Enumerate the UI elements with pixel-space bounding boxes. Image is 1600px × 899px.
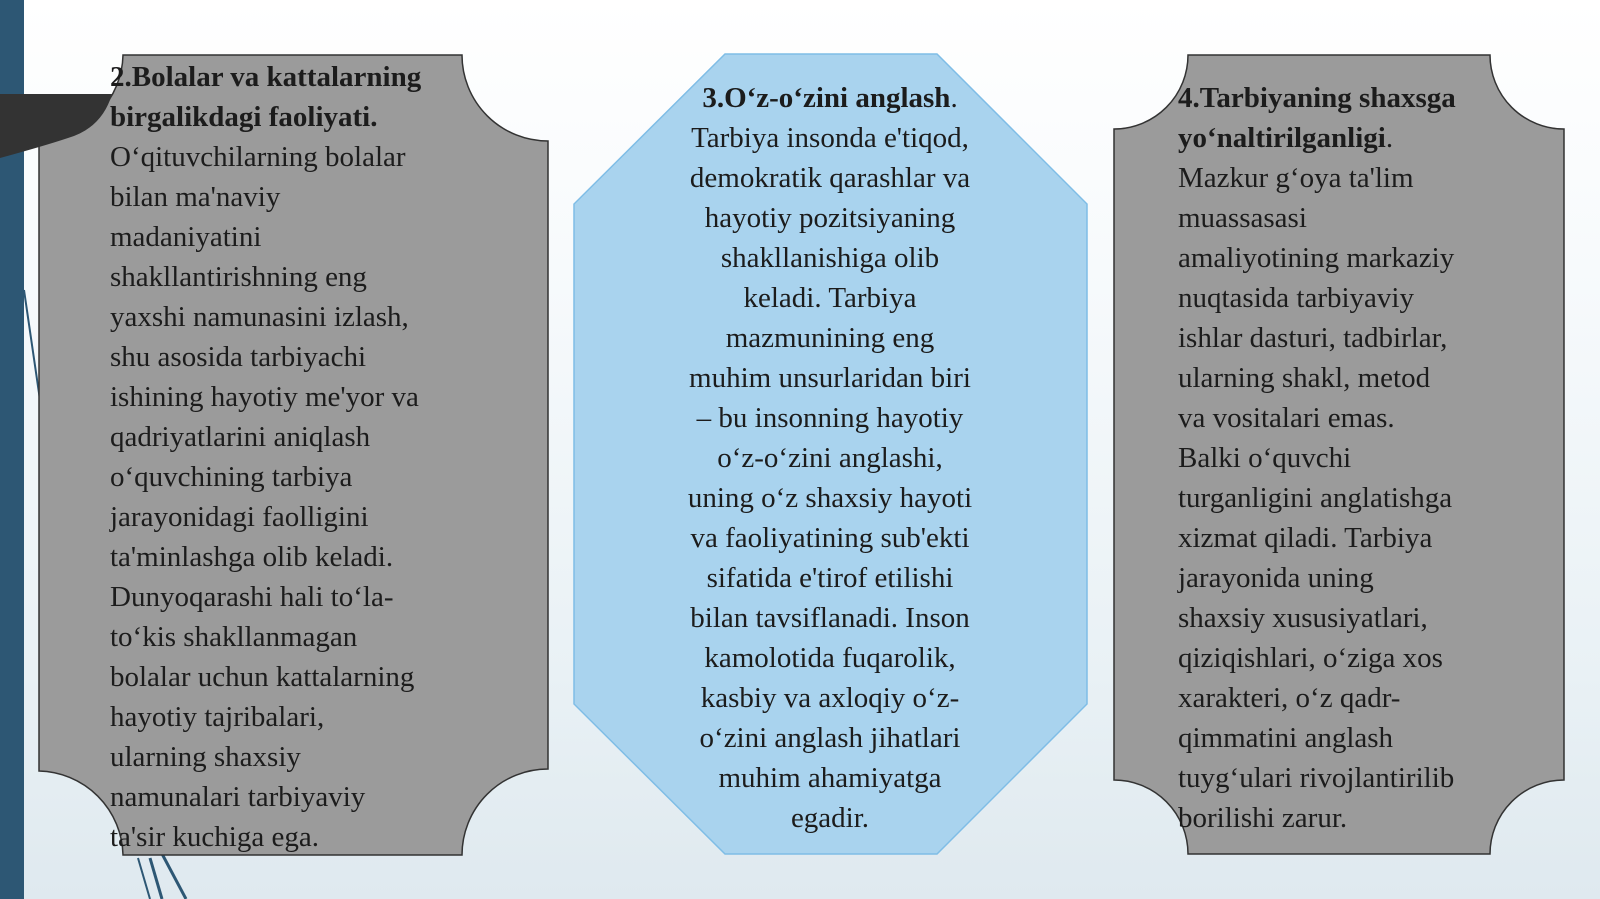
decor-line — [138, 858, 150, 899]
middle-panel-body: Tarbiya insonda e'tiqod, demokratik qarashlar va hayotiy pozitsiyaning shakllanishiga olib keladi. Tarbiya mazmunining eng muhim unsurlaridan biri – bu insonning hayotiy o‘z-o‘zini anglashi, uning o‘z shaxsiy hayoti va faoliyatining sub'ekti sifatida e'tirof etilishi bilan tavsiflanadi. Inson kamolotida fuqarolik, kasbiy va axloqiy o‘z- o‘zini anglash jihatlari muhim ahamiyatga egadir. — [687, 122, 973, 834]
middle-panel-heading: 3.O‘z-o‘zini anglash — [702, 82, 951, 114]
right-panel-heading-suffix: . — [1385, 122, 1394, 154]
right-panel-heading: 4.Tarbiyaning shaxsga yo‘naltirilganligi — [1178, 82, 1456, 154]
left-panel-heading: 2.Bolalar va kattalarning birgalikdagi faoliyati. — [110, 61, 422, 133]
middle-panel-heading-suffix: . — [950, 82, 958, 114]
right-panel-body: Mazkur g‘oya ta'lim muassasasi amaliyotining markaziy nuqtasida tarbiyaviy ishlar dasturi, tadbirlar, ularning shakl, metod va vositalari emas. Balki o‘quvchi turganligini anglatishga xizmat qiladi. Tarbiya jarayonida uning shaxsiy xususiyatlari, qiziqishlari, o‘ziga xos xarakteri, o‘z qadr- qimmatini anglash tuyg‘ulari rivojlantirilib borilishi zarur. — [1178, 162, 1455, 834]
middle-panel-text — [640, 78, 1020, 838]
decor-line — [24, 290, 40, 400]
left-panel-body: O‘qituvchilarning bolalar bilan ma'naviy madaniyatini shakllantirishning eng yaxshi namunasini izlash, shu asosida tarbiyachi ishining hayotiy me'yor va qadriyatlarini aniqlash o‘quvchining tarbiya jarayonidagi faolligini ta'minlashga olib keladi. Dunyoqarashi hali to‘la- to‘kis shakllanmagan bolalar uchun kattalarning hayotiy tajribalari, ularning shaxsiy namunalari tarbiyaviy ta'sir kuchiga ega. — [110, 141, 419, 853]
right-panel-text — [1178, 78, 1518, 838]
left-panel-text — [110, 57, 482, 857]
decor-line — [160, 850, 186, 899]
decor-line — [150, 858, 162, 899]
